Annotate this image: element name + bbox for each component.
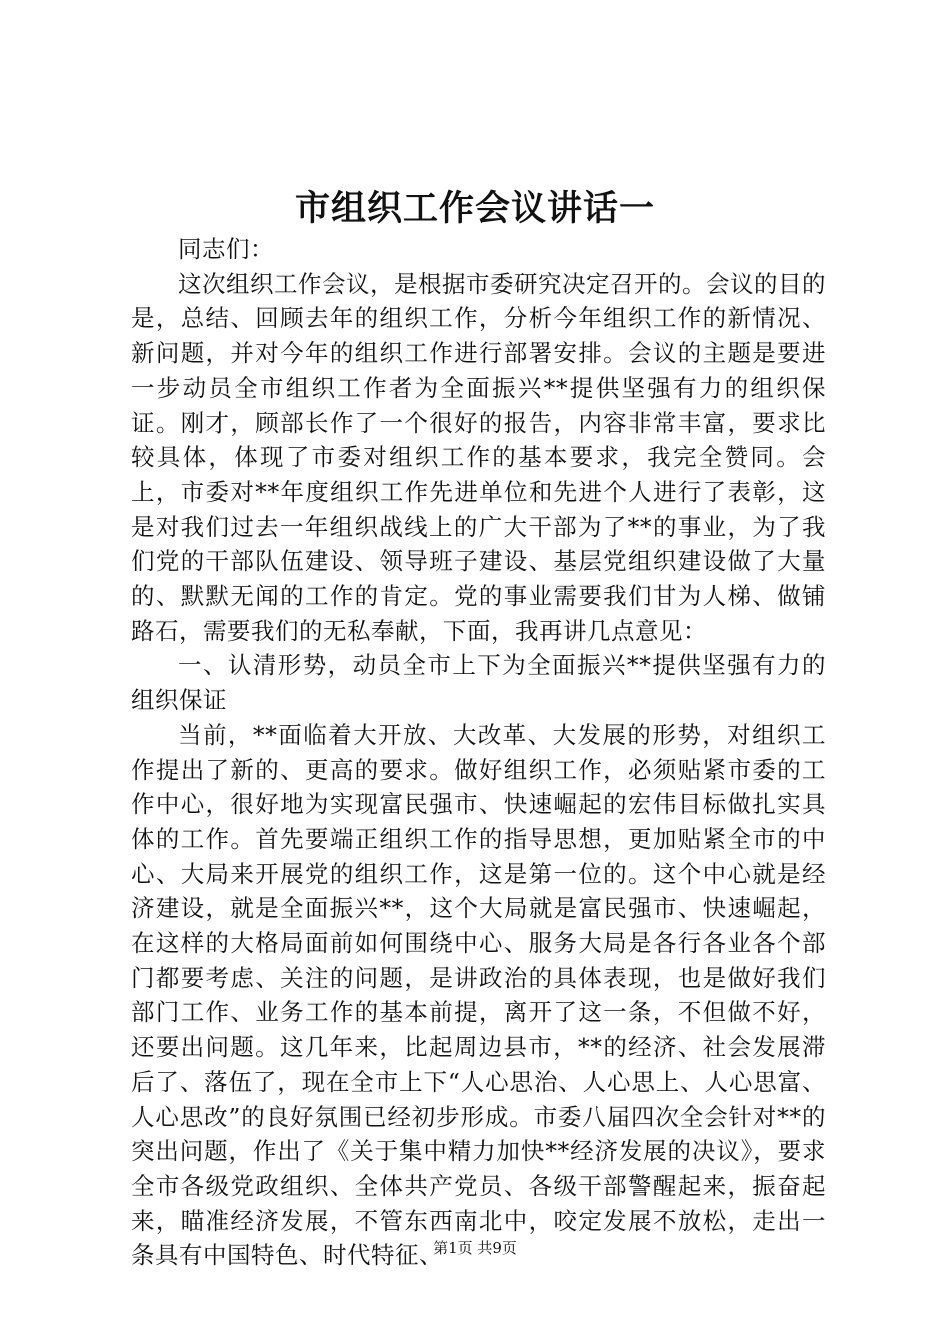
- document-body: [131, 232, 826, 1273]
- section-heading-paragraph: 一、认清形势，动员全市上下为全面振兴**提供坚强有力的组织保证: [131, 651, 826, 715]
- body-paragraph: 当前，**面临着大开放、大改革、大发展的形势，对组织工作提出了新的、更高的要求。做好组织工作，必须贴紧市委的工作中心，很好地为实现富民强市、快速崛起的宏伟目标做扎实具体的工作。首先要端正组织工作的指导思想，更加贴紧全市的中心、大局来开展党的组织工作，这是第一位的。这个中心就是经济建设，就是全面振兴**，这个大局就是富民强市、快速崛起，在这样的大格局面前如何围绕中心、服务大局是各行各业各个部门都要考虑、关注的问题，是讲政治的具体表现，也是做好我们部门工作、业务工作的基本前提，离开了这一条，不但做不好，还要出问题。这几年来，比起周边县市，**的经济、社会发展滞后了、落伍了，现在全市上下“人心思治、人心思上、人心思富、人心思改”的良好氛围已经初步形成。市委八届四次全会针对**的突出问题，作出了《关于集中精力加快**经济发展的决议》，要求全市各级党政组织、全体共产党员、各级干部警醒起来，振奋起来，瞄准经济发展，不管东西南北中，咬定发展不放松，走出一条具有中国特色、时代特征、: [131, 720, 826, 1270]
- document-title: 市组织工作会议讲话一: [294, 188, 655, 229]
- page-number-footer: 第1页 共9页: [433, 1239, 517, 1257]
- body-paragraph: 这次组织工作会议，是根据市委研究决定召开的。会议的目的是，总结、回顾去年的组织工作，分析今年组织工作的新情况、新问题，并对今年的组织工作进行部署安排。会议的主题是要进一步动员全市组织工作者为全面振兴**提供坚强有力的组织保证。刚才，顾部长作了一个很好的报告，内容非常丰富，要求比较具体，体现了市委对组织工作的基本要求，我完全赞同。会上，市委对**年度组织工作先进单位和先进个人进行了表彰，这是对我们过去一年组织战线上的广大干部为了**的事业，为了我们党的干部队伍建设、领导班子建设、基层党组织建设做了大量的、默默无闻的工作的肯定。党的事业需要我们甘为人梯、做铺路石，需要我们的无私奉献，下面，我再讲几点意见：: [131, 269, 826, 645]
- salutation-paragraph: 同志们：: [178, 235, 274, 263]
